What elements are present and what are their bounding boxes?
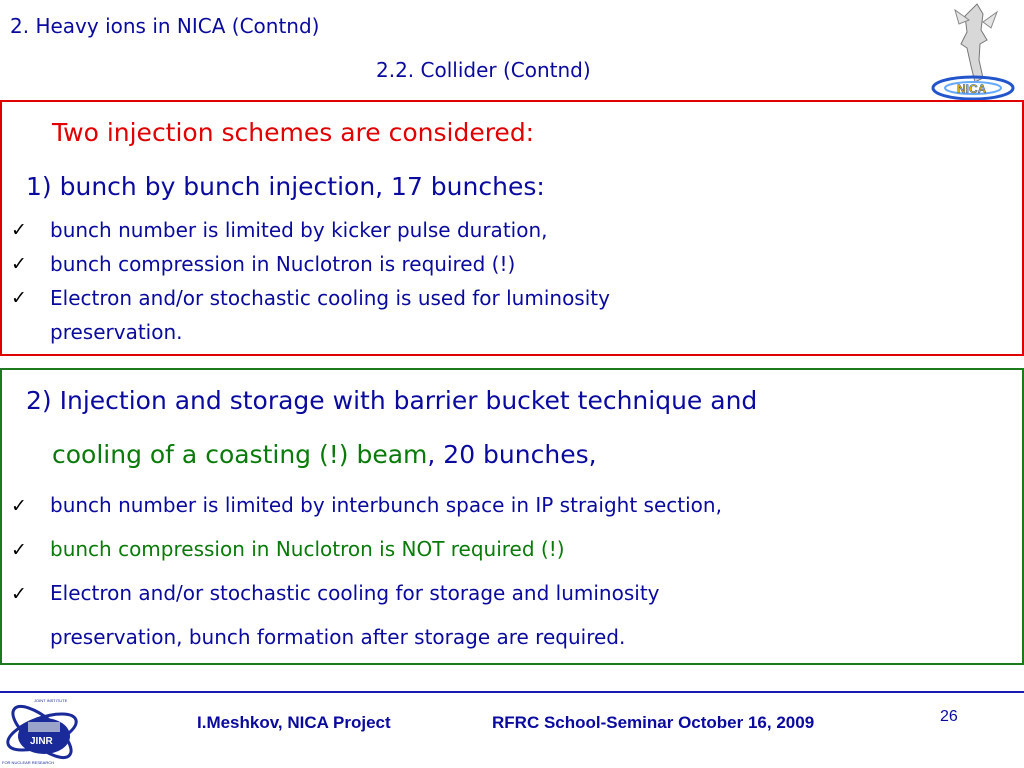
scheme-2-bullet-1: bunch number is limited by interbunch space in IP straight section, [50,493,722,517]
checkmark-icon: ✓ [11,495,27,517]
schemes-heading: Two injection schemes are considered: [52,118,535,147]
slide-subtitle: 2.2. Collider (Contnd) [376,58,591,82]
nica-logo [925,0,1020,105]
checkmark-icon: ✓ [11,253,27,275]
scheme-2-title-blue: , 20 bunches, [427,440,597,469]
checkmark-icon: ✓ [11,219,27,241]
scheme-2-title-line-2 [52,440,597,469]
scheme-1-bullet-1: bunch number is limited by kicker pulse duration, [50,218,548,242]
scheme-2-title-line-1: 2) Injection and storage with barrier bucket technique and [26,386,758,415]
scheme-2-title-green: cooling of a coasting (!) beam [52,440,428,469]
footer-divider [0,691,1024,693]
page-number: 26 [940,708,958,725]
scheme-2-bullet-2: bunch compression in Nuclotron is NOT required (!) [50,537,565,561]
scheme-1-bullet-3-cont: preservation. [50,320,183,344]
scheme-1-bullet-3: Electron and/or stochastic cooling is used for luminosity [50,286,610,310]
jinr-logo [0,694,88,768]
scheme-1-bullet-2: bunch compression in Nuclotron is required (!) [50,252,516,276]
slide-section-title: 2. Heavy ions in NICA (Contnd) [10,14,320,38]
checkmark-icon: ✓ [11,287,27,309]
checkmark-icon: ✓ [11,539,27,561]
jinr-logo-top-text: JOINT INSTITUTE [34,698,68,703]
jinr-logo-text: JINR [30,736,53,747]
jinr-logo-bottom-text: FOR NUCLEAR RESEARCH [2,760,55,765]
scheme-2-bullet-3: Electron and/or stochastic cooling for storage and luminosity [50,581,660,605]
footer-event: RFRC School-Seminar October 16, 2009 [492,713,815,732]
scheme-1-title: 1) bunch by bunch injection, 17 bunches: [26,172,545,201]
nica-logo-text: NICA [957,82,987,96]
footer-author: I.Meshkov, NICA Project [197,713,391,732]
checkmark-icon: ✓ [11,583,27,605]
scheme-2-bullet-3-cont: preservation, bunch formation after storage are required. [50,625,626,649]
